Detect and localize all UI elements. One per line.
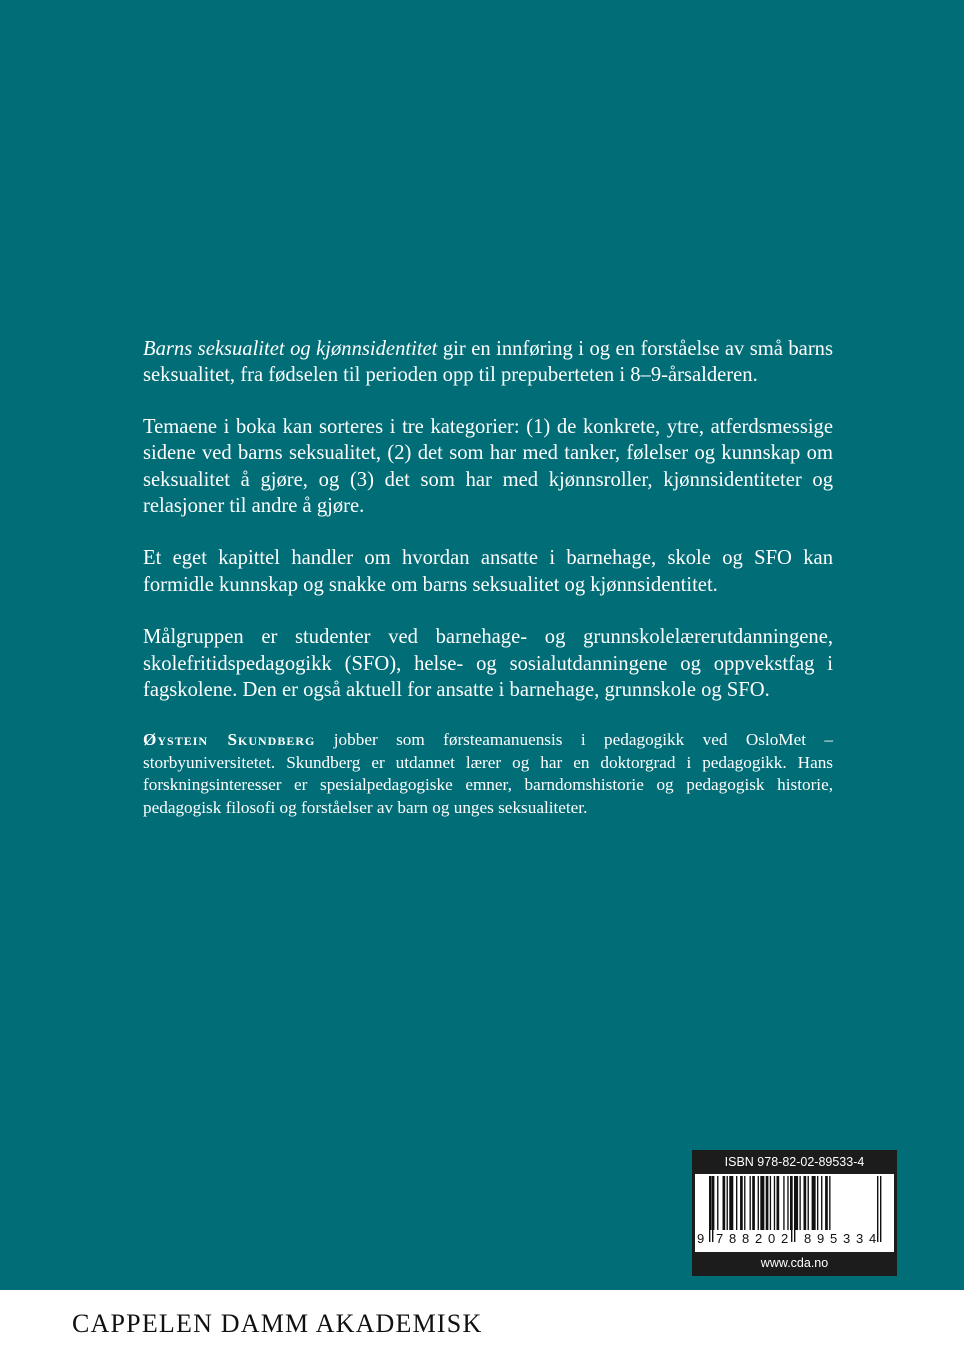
author-bio [143, 729, 833, 819]
barcode-bar [717, 1176, 718, 1230]
intro-text: gir en innføring i og en forståelse av små barns seksualitet, fra fødselen til perioden opp til prepuberteten i 8–9-årsalderen. [143, 338, 833, 387]
barcode-bar [727, 1176, 728, 1230]
publisher-logo: CAPPELEN DAMM AKADEMISK [72, 1309, 483, 1338]
audience-paragraph: Målgruppen er studenter ved barnehage- og grunnskolelærerutdanningene, skolefritidspedagogikk (SFO), helse- og sosialutdanningene og oppvekstfag i fagskolene. Den er også aktuell for ansatte i barnehage, grunnskole og SFO. [143, 626, 833, 702]
barcode-digit: 8 [742, 1231, 750, 1246]
blurb-text [143, 336, 833, 819]
author-name: Øystein Skundberg [143, 730, 316, 750]
book-title: Barns seksualitet og kjønnsidentitet [143, 338, 438, 360]
barcode-bar [760, 1176, 764, 1230]
barcode-digits [695, 1231, 894, 1251]
website-link[interactable]: www.cda.no [760, 1256, 829, 1270]
barcode-digit: 8 [804, 1231, 812, 1246]
barcode-bar [766, 1176, 769, 1230]
barcode-bar [804, 1176, 807, 1230]
barcode-bar [777, 1176, 780, 1230]
barcode-digit: 4 [869, 1231, 877, 1246]
barcode-digit: 5 [830, 1231, 838, 1246]
barcode-bar [729, 1176, 733, 1230]
barcode-bar [825, 1176, 828, 1230]
barcode-digit: 8 [729, 1231, 737, 1246]
barcode-bar [821, 1176, 822, 1230]
barcode-bar [817, 1176, 818, 1230]
categories-paragraph: Temaene i boka kan sorteres i tre kategorier: (1) de konkrete, ytre, atferdsmessige sidene ved barns seksualitet, (2) det som har med tanker, følelser og kunnskap om seksualitet å gjøre, og (3) det som har med kjønnsroller, kjønnsidentiteter og relasjoner til andre å gjøre. [143, 415, 833, 518]
barcode-digit: 3 [843, 1231, 851, 1246]
barcode-bar [740, 1176, 743, 1230]
barcode-digit: 7 [716, 1231, 724, 1246]
intro-paragraph [143, 336, 833, 389]
author-bio-text: jobber som førsteamanuensis i pedagogikk ved OsloMet – storbyuniversitetet. Skundberg er utdannet lærer og har en doktorgrad i pedagogikk. Hans forskningsinteresser er spesialpedagogiske emner, barndomshistorie og pedagogisk historie, pedagogisk filosofi og forståelser av barn og unges seksualiteter. [143, 730, 833, 817]
barcode-bar [783, 1176, 784, 1230]
barcode-digit-first: 9 [697, 1231, 705, 1246]
barcode-bar [744, 1176, 745, 1230]
barcode-bar [723, 1176, 726, 1230]
barcode-digit: 3 [856, 1231, 864, 1246]
barcode-bar [752, 1176, 755, 1230]
barcode-digit: 0 [768, 1231, 776, 1246]
barcode-digit: 9 [817, 1231, 825, 1246]
barcode-bar [758, 1176, 759, 1230]
barcode-bar [799, 1176, 800, 1230]
barcode-bar [787, 1176, 788, 1230]
isbn-barcode-box [692, 1150, 897, 1276]
isbn-label: ISBN 978-82-02-89533-4 [724, 1155, 865, 1169]
barcode-bar [808, 1176, 809, 1230]
barcode-bar [774, 1176, 775, 1230]
barcode-digit: 2 [781, 1231, 789, 1246]
barcode-bar [812, 1176, 816, 1230]
barcode-bar [750, 1176, 751, 1230]
barcode-digit: 2 [755, 1231, 763, 1246]
barcode-bar [829, 1176, 830, 1230]
barcode-bar [770, 1176, 771, 1230]
chapter-paragraph: Et eget kapittel handler om hvordan ansatte i barnehage, skole og SFO kan formidle kunnskap og snakke om barns seksualitet og kjønnsidentitet. [143, 547, 833, 596]
barcode-panel [695, 1174, 894, 1252]
barcode-bar [736, 1176, 737, 1230]
